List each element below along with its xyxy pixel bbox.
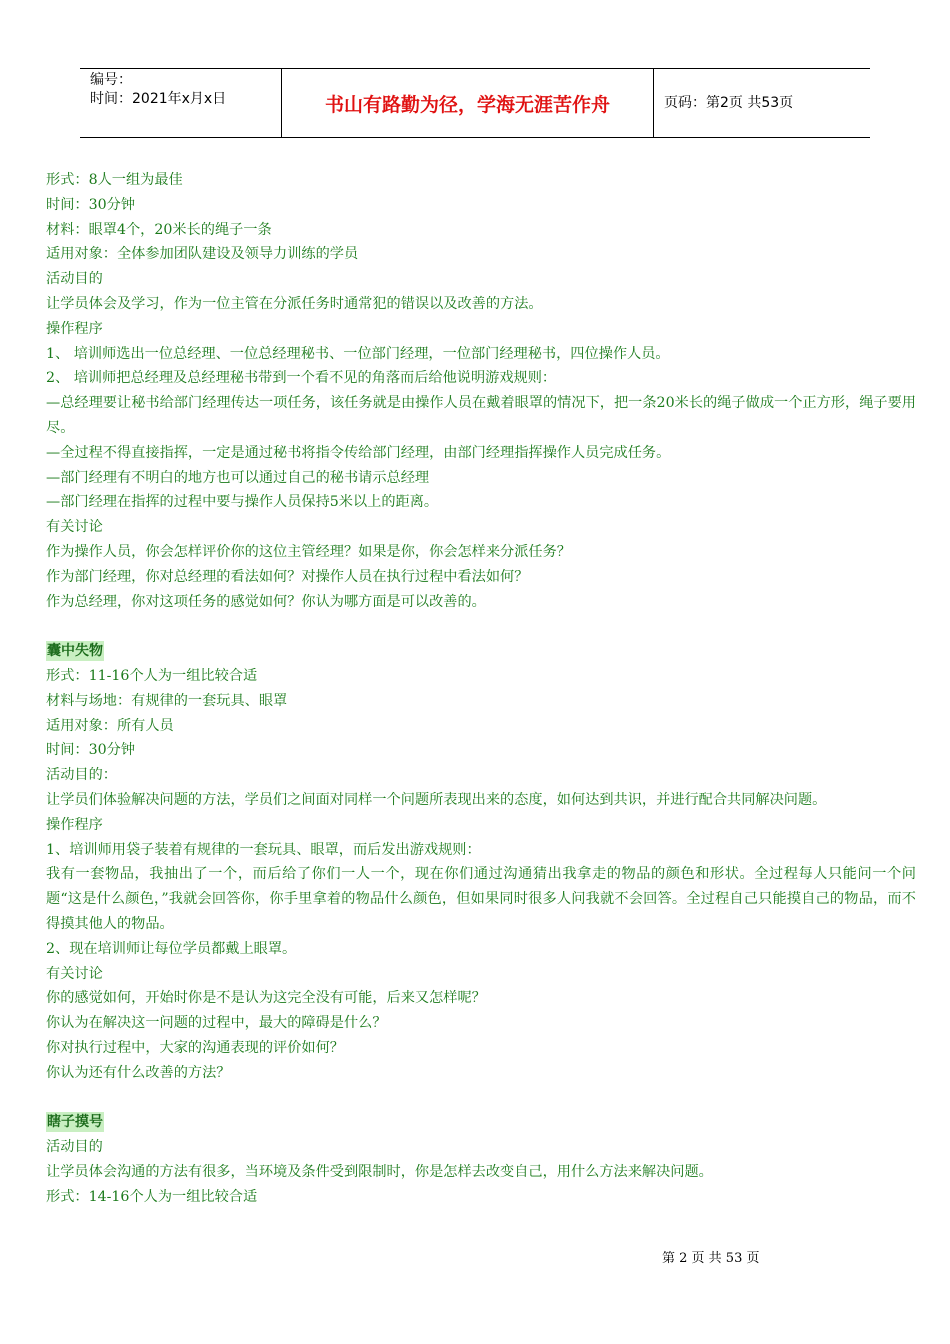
game-title-row: [46, 1110, 916, 1135]
text-line: 你认为还有什么改善的方法？: [46, 1064, 231, 1081]
text-paragraph: —总经理要让秘书给部门经理传达一项任务，该任务就是由操作人员在戴着眼罩的情况下，把一条20米长的绳子做成一个正方形，绳子要用尽。: [46, 395, 916, 436]
section-label: 活动目的: [46, 271, 103, 288]
section-label: 活动目的: [46, 1139, 103, 1156]
text-line: —全过程不得直接指挥，一定是通过秘书将指令传给部门经理，由部门经理指挥操作人员完成任务。: [46, 444, 671, 461]
section-label: 操作程序: [46, 816, 103, 833]
text-line: 时间：30分钟: [46, 742, 135, 759]
text-line: 形式：14-16个人为一组比较合适: [46, 1188, 258, 1205]
section-label: 有关讨论: [46, 965, 103, 982]
spacer: [46, 614, 916, 639]
text-line: 材料与场地：有规律的一套玩具、眼罩: [46, 692, 288, 709]
game-title: 瞎子摸号: [47, 1114, 103, 1131]
text-line: 1、 培训师选出一位总经理、一位总经理秘书、一位部门经理，一位部门经理秘书，四位操作人员。: [46, 345, 670, 362]
header-page-cell: [654, 69, 870, 137]
text-line: 你认为在解决这一问题的过程中，最大的障碍是什么？: [46, 1015, 387, 1032]
section-label: 操作程序: [46, 320, 103, 337]
text-line: 形式：11-16个人为一组比较合适: [46, 667, 258, 684]
text-paragraph: 让学员们体验解决问题的方法，学员们之间面对同样一个问题所表现出来的态度，如何达到共识，并进行配合共同解决问题。: [46, 791, 827, 808]
header-motto: 书山有路勤为径，学海无涯苦作舟: [324, 93, 610, 116]
document-body: [46, 168, 916, 1209]
game-title: 囊中失物: [47, 643, 103, 660]
text-line: 2、 培训师把总经理及总经理秘书带到一个看不见的角落而后给他说明游戏规则：: [46, 370, 557, 387]
document-date: 时间：2021年x月x日: [90, 91, 227, 107]
text-line: 让学员体会沟通的方法有很多，当环境及条件受到限制时，你是怎样去改变自己，用什么方法来解决问题。: [46, 1163, 713, 1180]
page-header: [80, 68, 870, 138]
game-title-row: [46, 639, 916, 664]
text-line: —部门经理有不明白的地方也可以通过自己的秘书请示总经理: [46, 469, 430, 486]
page-footer: 第 2 页 共 53 页: [662, 1251, 760, 1266]
document-number: 编号：: [90, 72, 132, 88]
text-line: 作为总经理，你对这项任务的感觉如何？你认为哪方面是可以改善的。: [46, 593, 486, 610]
text-line: 作为操作人员，你会怎样评价你的这位主管经理？如果是你，你会怎样来分派任务？: [46, 543, 571, 560]
spacer: [46, 1085, 916, 1110]
text-line: 适用对象：所有人员: [46, 717, 174, 734]
section-label: 活动目的：: [46, 767, 117, 784]
text-line: 1、培训师用袋子装着有规律的一套玩具、眼罩，而后发出游戏规则：: [46, 841, 481, 858]
text-line: 你的感觉如何，开始时你是不是认为这完全没有可能，后来又怎样呢？: [46, 990, 486, 1007]
text-paragraph: 我有一套物品，我抽出了一个，而后给了你们一人一个，现在你们通过沟通猜出我拿走的物品的颜色和形状。全过程每人只能问一个问题“这是什么颜色，”我就会回答你，你手里拿着的物品什么颜色，但如果同时很多人问我就不会回答。全过程自己只能摸自己的物品，而不得摸其他人的物品。: [46, 866, 916, 932]
header-meta-cell: [80, 69, 282, 137]
text-line: 材料：眼罩4个，20米长的绳子一条: [46, 221, 272, 238]
text-line: 你对执行过程中，大家的沟通表现的评价如何？: [46, 1039, 344, 1056]
section-label: 有关讨论: [46, 519, 103, 536]
text-line: 时间：30分钟: [46, 196, 135, 213]
text-line: 适用对象：全体参加团队建设及领导力训练的学员: [46, 246, 359, 263]
text-line: 让学员体会及学习，作为一位主管在分派任务时通常犯的错误以及改善的方法。: [46, 295, 543, 312]
text-line: 2、现在培训师让每位学员都戴上眼罩。: [46, 940, 297, 957]
header-motto-cell: [282, 69, 654, 137]
text-line: 形式：8人一组为最佳: [46, 172, 183, 188]
text-line: —部门经理在指挥的过程中要与操作人员保持5米以上的距离。: [46, 494, 439, 511]
text-line: 作为部门经理，你对总经理的看法如何？对操作人员在执行过程中看法如何？: [46, 568, 529, 585]
header-page-number: 页码：第2页 共53页: [664, 94, 794, 111]
